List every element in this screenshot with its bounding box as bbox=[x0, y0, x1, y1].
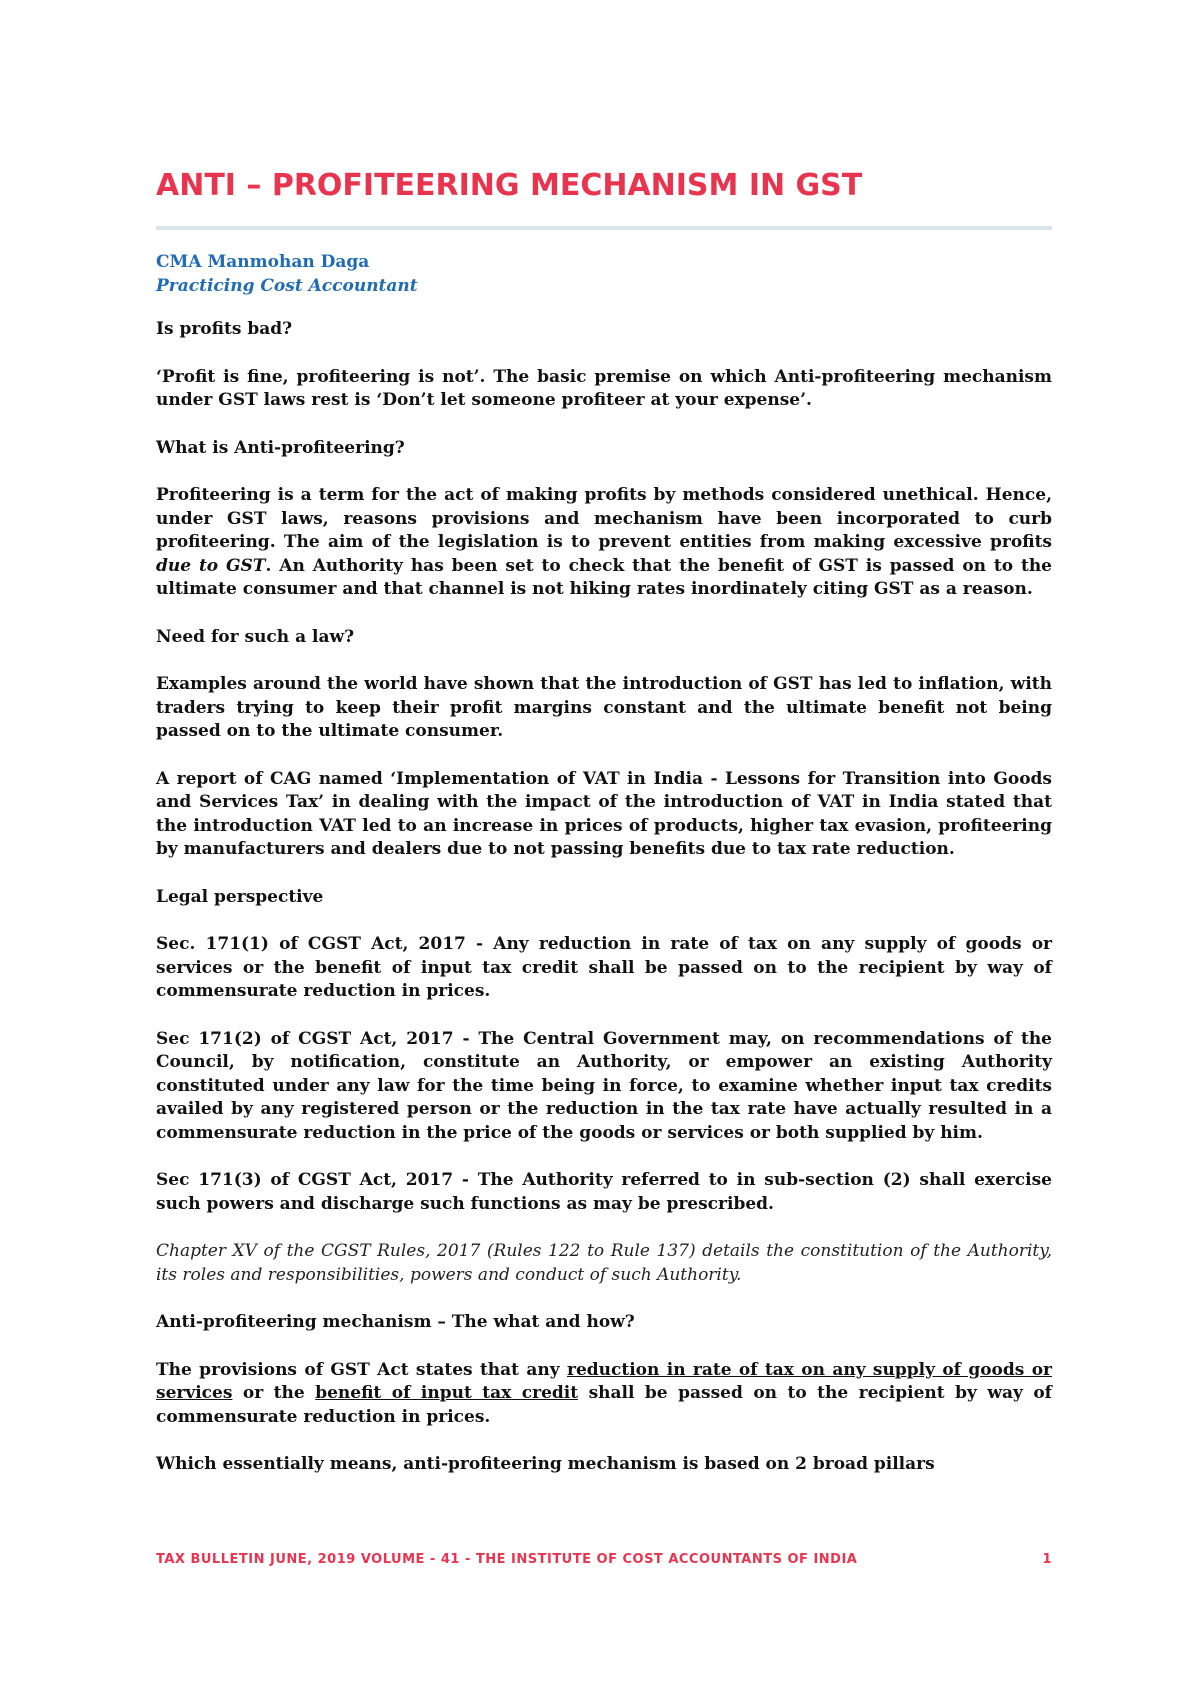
paragraph-sec-171-3: Sec 171(3) of CGST Act, 2017 - The Authority referred to in sub-section (2) shall exercise such powers and discharge such functions as may be prescribed. bbox=[156, 1170, 1052, 1214]
footer-text: TAX BULLETIN JUNE, 2019 VOLUME - 41 - THE INSTITUTE OF COST ACCOUNTANTS OF INDIA bbox=[156, 1552, 858, 1567]
document-page bbox=[156, 0, 1052, 1698]
underlined-input-tax-credit: benefit of input tax credit bbox=[315, 1383, 579, 1403]
paragraph-two-pillars: Which essentially means, anti-profiteering mechanism is based on 2 broad pillars bbox=[156, 1454, 935, 1474]
paragraph-profiteering-definition: Profiteering is a term for the act of making profits by methods considered unethical. Hence, under GST laws, reasons provisions and mechanism have been incorporated to curb profiteering. The aim of the legislation is to prevent entities from making excessive profits due to GST. An Authority has been set to check that the benefit of GST is passed on to the ultimate consumer and that channel is not hiking rates inordinately citing GST as a reason. bbox=[156, 485, 1052, 599]
author-name: CMA Manmohan Daga bbox=[156, 252, 370, 272]
title-divider bbox=[156, 226, 1052, 230]
page-number: 1 bbox=[1042, 1552, 1052, 1567]
article-body bbox=[156, 318, 1052, 1501]
heading-what-is-anti-profiteering: What is Anti-profiteering? bbox=[156, 437, 405, 458]
paragraph-provisions: The provisions of GST Act states that any reduction in rate of tax on any supply of goods or services or the benefit of input tax credit shall be passed on to the recipient by way of commensurate reduction in prices. bbox=[156, 1359, 1053, 1427]
paragraph-sec-171-2: Sec 171(2) of CGST Act, 2017 - The Central Government may, on recommendations of the Council, by notification, constitute an Authority, or empower an existing Authority constituted under any law for the time being in force, to examine whether input tax credits availed by any registered person or the reduction in the tax rate have actually resulted in a commensurate reduction in the price of the goods or services or both supplied by him. bbox=[156, 1028, 1052, 1143]
heading-is-profits-bad: Is profits bad? bbox=[156, 319, 293, 339]
underlined-rate-reduction: reduction in rate of tax on any supply of goods or services bbox=[156, 1359, 1053, 1403]
paragraph-profit-premise: ‘Profit is fine, profiteering is not’. The basic premise on which Anti-profiteering mechanism under GST laws rest is ‘Don’t let someone profiteer at your expense’. bbox=[156, 366, 1052, 410]
italic-due-to-gst: due to GST bbox=[156, 555, 266, 576]
page-footer bbox=[156, 1552, 1052, 1567]
heading-legal-perspective: Legal perspective bbox=[156, 886, 324, 907]
paragraph-cag-report: A report of CAG named ‘Implementation of VAT in India - Lessons for Transition into Goods and Services Tax’ in dealing with the impact of the introduction of VAT in India stated that the introduction VAT led to an increase in prices of products, higher tax evasion, profiteering by manufacturers and dealers due to not passing benefits due to tax rate reduction. bbox=[156, 768, 1052, 859]
paragraph-examples: Examples around the world have shown that the introduction of GST has led to inflation, with traders trying to keep their profit margins constant and the ultimate benefit not being passed on to the ultimate consumer. bbox=[156, 674, 1052, 741]
heading-need-for-law: Need for such a law? bbox=[156, 626, 355, 647]
author-role: Practicing Cost Accountant bbox=[156, 276, 418, 296]
paragraph-sec-171-1: Sec. 171(1) of CGST Act, 2017 - Any reduction in rate of tax on any supply of goods or services or the benefit of input tax credit shall be passed on to the recipient by way of commensurate reduction in prices. bbox=[156, 934, 1052, 1001]
paragraph-chapter-xv-note: Chapter XV of the CGST Rules, 2017 (Rules 122 to Rule 137) details the constitution of the Authority, its roles and responsibilities, powers and conduct of such Authority. bbox=[156, 1241, 1052, 1285]
page-title: ANTI – PROFITEERING MECHANISM IN GST bbox=[156, 168, 863, 203]
heading-mechanism-what-how: Anti-profiteering mechanism – The what and how? bbox=[156, 1312, 635, 1332]
author-block bbox=[156, 250, 418, 298]
